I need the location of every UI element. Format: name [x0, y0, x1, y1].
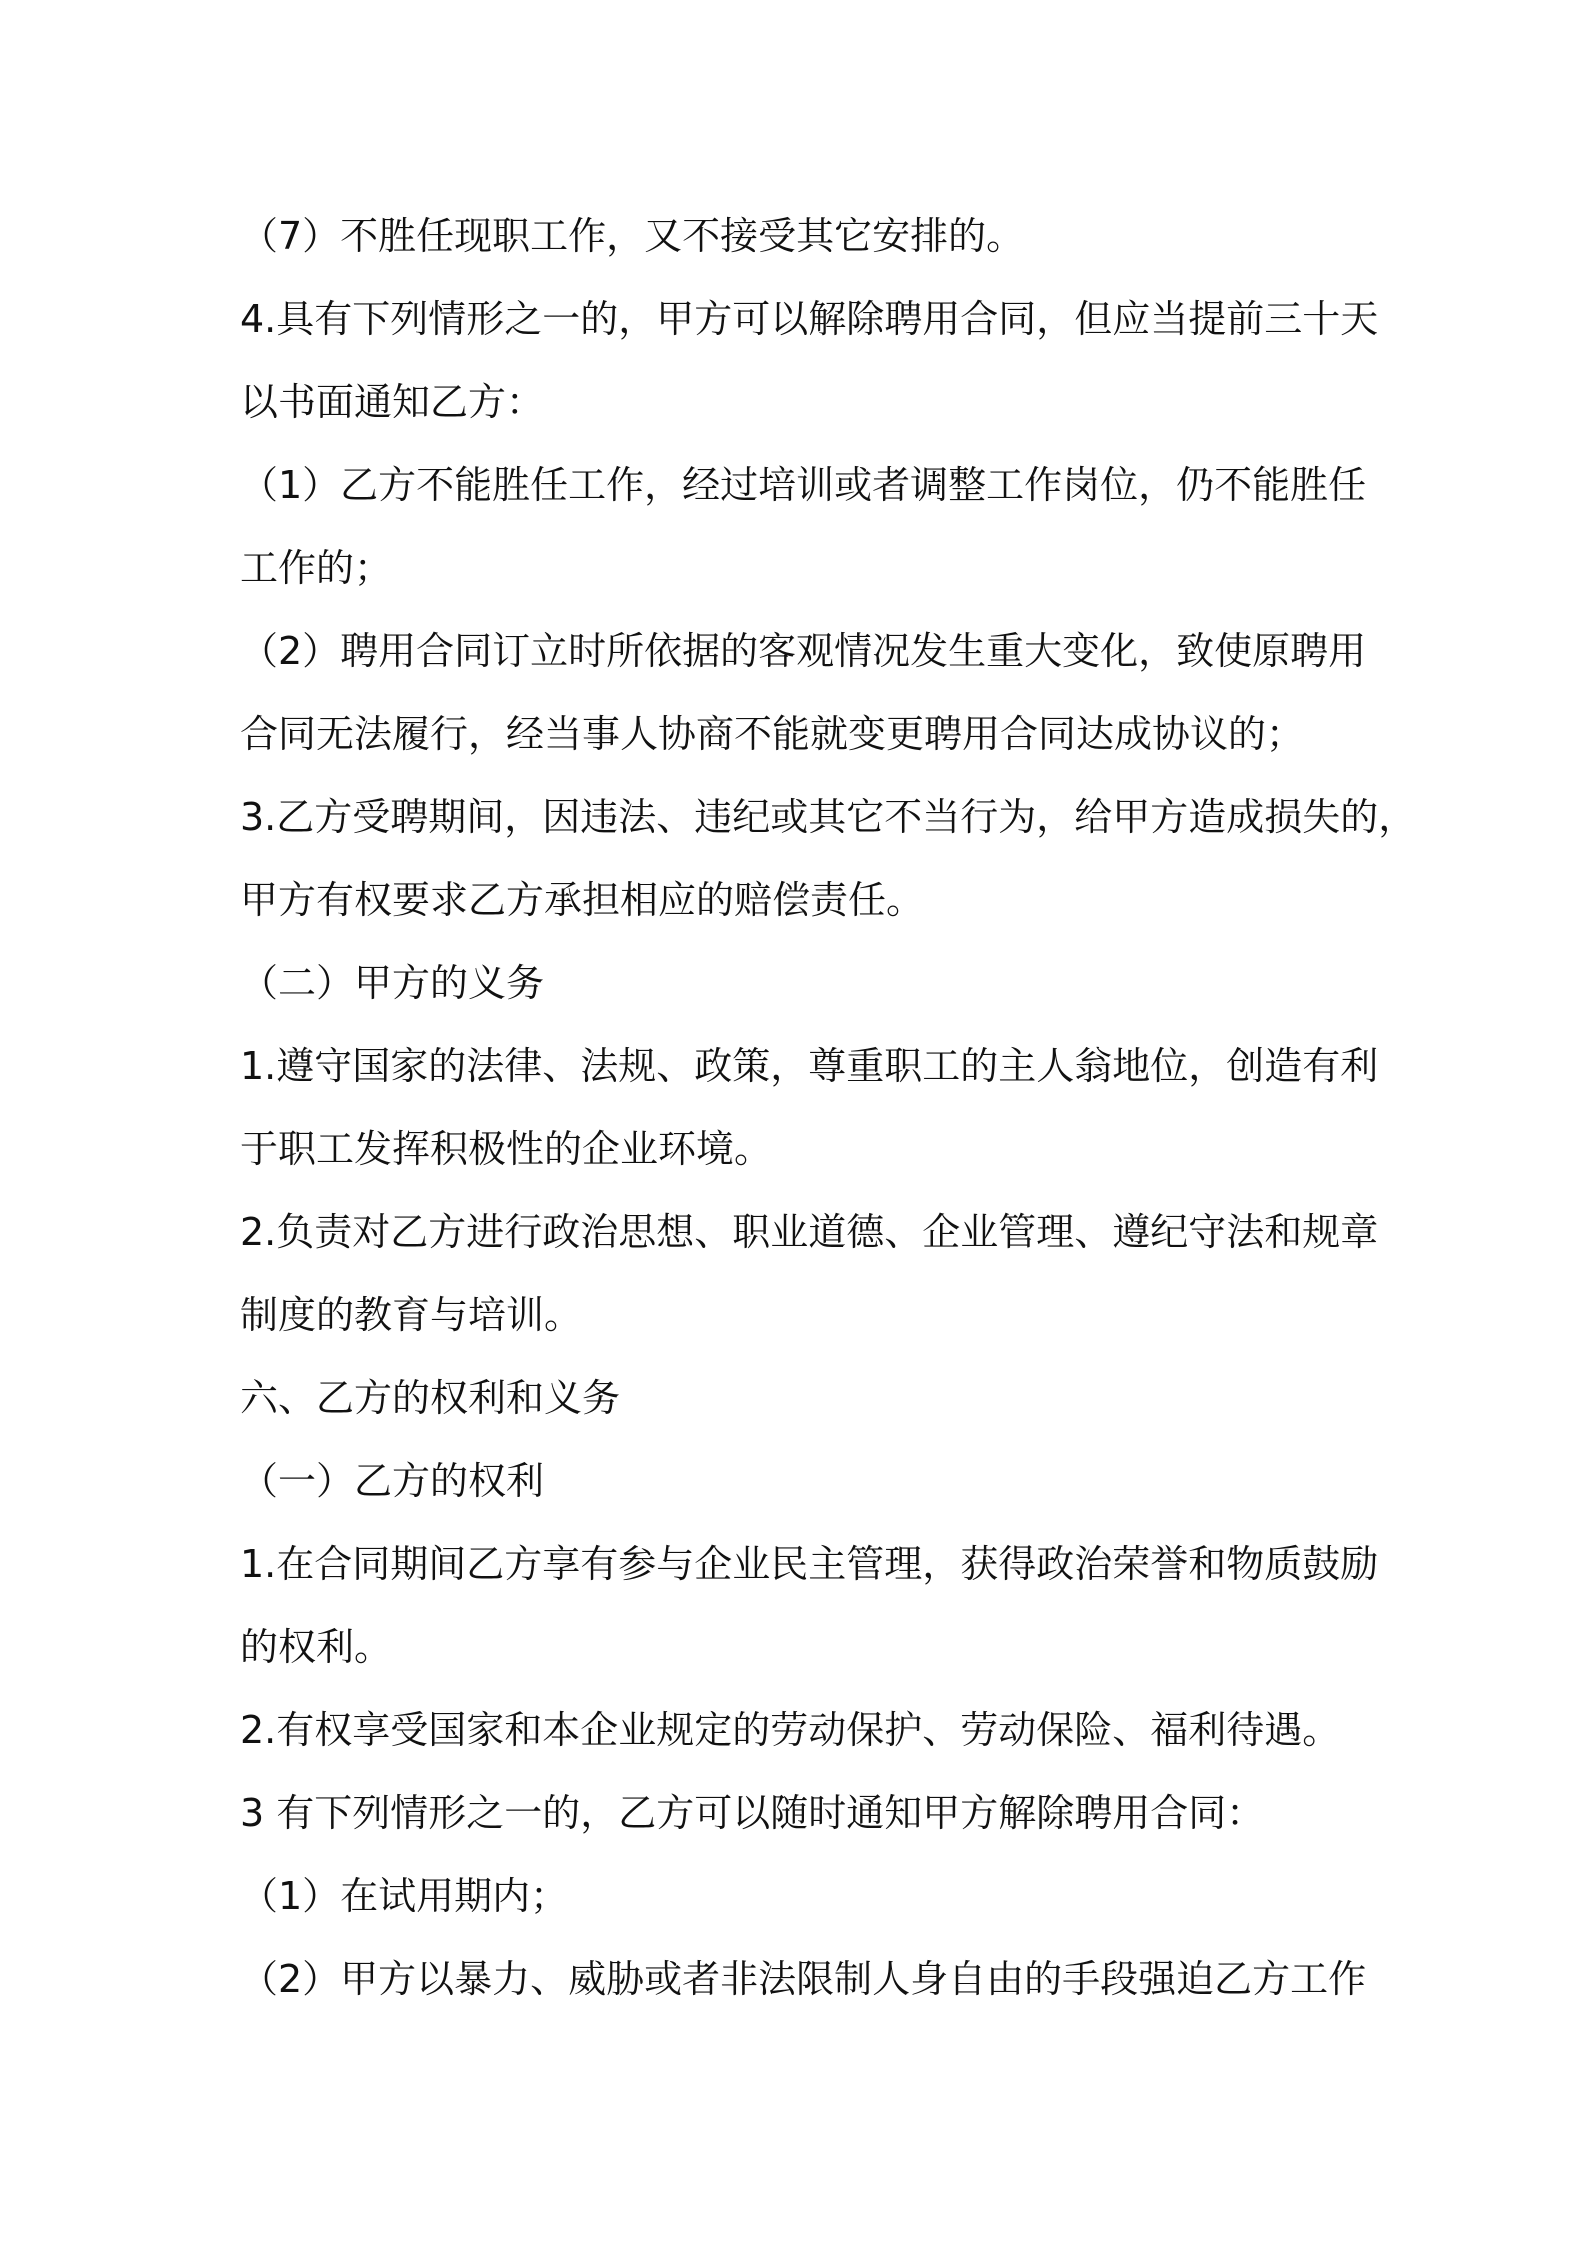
text-line: （7）不胜任现职工作，又不接受其它安排的。 [240, 214, 1025, 258]
text-line: 以书面通知乙方： [240, 380, 545, 424]
text-line: （2）甲方以暴力、威胁或者非法限制人身自由的手段强迫乙方工作 [240, 1957, 1367, 2001]
text-line: 3 有下列情形之一的，乙方可以随时通知甲方解除聘用合同： [240, 1791, 1265, 1835]
text-line: 3.乙方受聘期间，因违法、违纪或其它不当行为，给甲方造成损失的， [240, 795, 1417, 839]
text-line: 于职工发挥积极性的企业环境。 [240, 1127, 773, 1171]
text-line: 合同无法履行，经当事人协商不能就变更聘用合同达成协议的； [240, 712, 1305, 756]
text-line: 的权利。 [240, 1625, 393, 1669]
text-line: （1）在试用期内； [240, 1874, 569, 1918]
text-line: 甲方有权要求乙方承担相应的赔偿责任。 [240, 878, 925, 922]
text-line: 4.具有下列情形之一的，甲方可以解除聘用合同，但应当提前三十天 [240, 297, 1379, 341]
text-line: 2.有权享受国家和本企业规定的劳动保护、劳动保险、福利待遇。 [240, 1708, 1341, 1752]
text-line: （1）乙方不能胜任工作，经过培训或者调整工作岗位，仍不能胜任 [240, 463, 1367, 507]
text-line: 1.遵守国家的法律、法规、政策，尊重职工的主人翁地位，创造有利 [240, 1044, 1379, 1088]
section-heading: （一）乙方的权利 [240, 1459, 545, 1503]
section-heading: 六、乙方的权利和义务 [240, 1376, 621, 1420]
text-line: 工作的； [240, 546, 393, 590]
document-body [240, 195, 1417, 2021]
text-line: （2）聘用合同订立时所依据的客观情况发生重大变化，致使原聘用 [240, 629, 1367, 673]
text-line: 制度的教育与培训。 [240, 1293, 583, 1337]
text-line: 1.在合同期间乙方享有参与企业民主管理，获得政治荣誉和物质鼓励 [240, 1542, 1379, 1586]
text-line: 2.负责对乙方进行政治思想、职业道德、企业管理、遵纪守法和规章 [240, 1210, 1379, 1254]
section-heading: （二）甲方的义务 [240, 961, 545, 1005]
